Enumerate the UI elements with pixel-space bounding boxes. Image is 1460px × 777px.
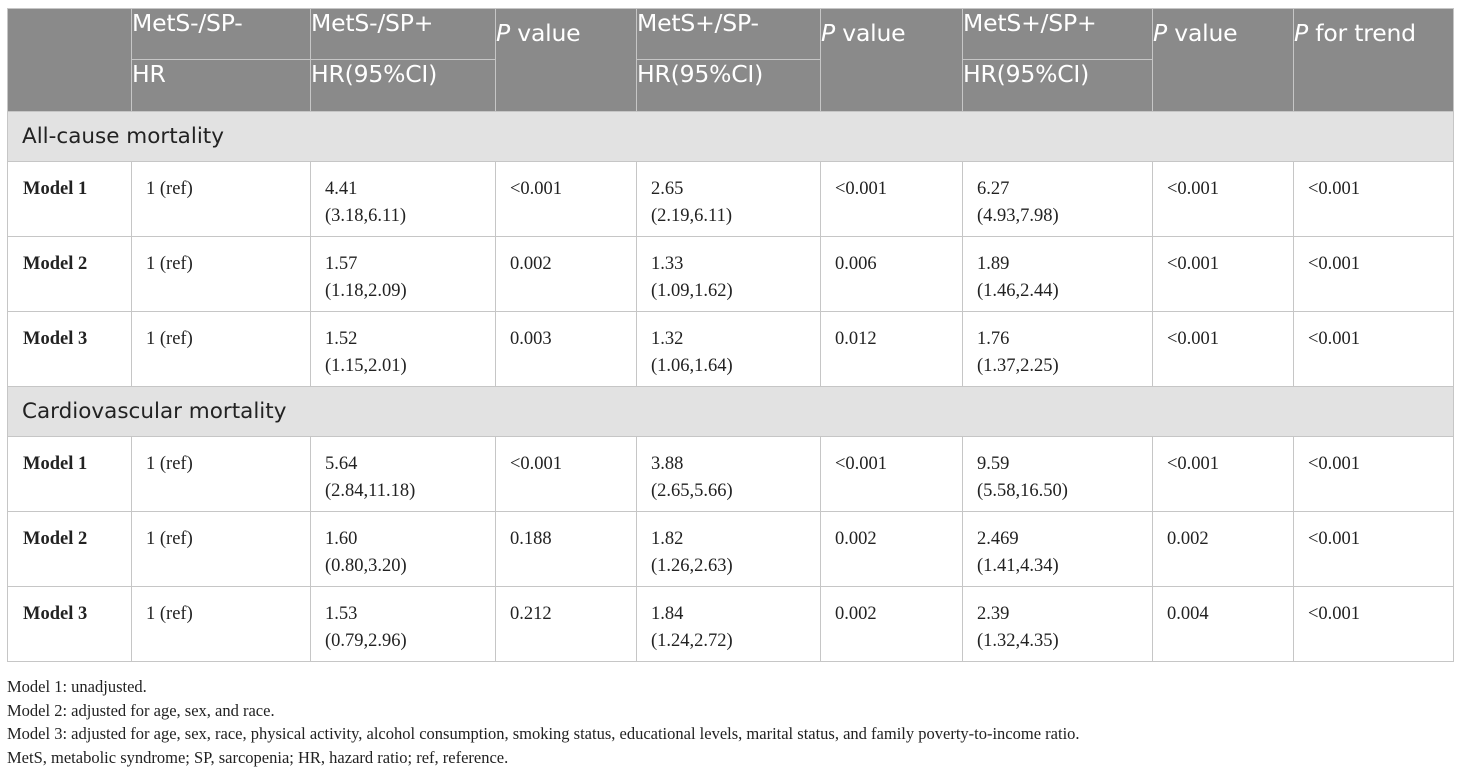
hr-value: 1.82 [651,529,684,549]
p-value-cell [821,237,963,312]
p-value-cell [1153,437,1294,512]
reference-value: 1 (ref) [146,329,193,349]
hr-cell [963,237,1153,312]
reference-value: 1 (ref) [146,529,193,549]
confidence-interval: (1.24,2.72) [651,631,733,651]
hr-cell [963,512,1153,587]
table-body [8,112,1454,662]
hr-value: 1.89 [977,254,1010,274]
hr-value: 2.39 [977,604,1010,624]
footnote: Model 3: adjusted for age, sex, race, physical activity, alcohol consumption, smoking status, educational levels, marital status, and family poverty-to-income ratio. [7,724,1080,743]
p-value-value: <0.001 [510,454,563,474]
confidence-interval: (1.46,2.44) [977,281,1059,301]
p-value-cell [1153,587,1294,662]
p-value-cell [496,162,637,237]
confidence-interval: (0.80,3.20) [325,556,407,576]
p-value-cell [496,237,637,312]
hr-value: 1.60 [325,529,358,549]
p-value-value: 0.002 [510,254,552,274]
p-value-value: <0.001 [835,179,888,199]
p-value-value: 0.212 [510,604,552,624]
p-trend-cell [1294,237,1454,312]
p-value-cell [821,437,963,512]
hr-cell [311,587,496,662]
header-p-value-1: P value [496,9,637,112]
header-mets-neg-sp-neg: MetS-/SP- [132,9,311,60]
hr-cell [637,237,821,312]
p-value-value: 0.004 [1167,604,1209,624]
results-table [7,8,1454,662]
reference-value: 1 (ref) [146,254,193,274]
p-value-cell [496,587,637,662]
hr-value: 3.88 [651,454,684,474]
confidence-interval: (2.65,5.66) [651,481,733,501]
p-value-value: 0.002 [1167,529,1209,549]
confidence-interval: (1.15,2.01) [325,356,407,376]
p-trend-cell [1294,512,1454,587]
p-trend-value: <0.001 [1308,604,1361,624]
confidence-interval: (3.18,6.11) [325,206,407,226]
reference-cell [132,587,311,662]
hr-value: 2.65 [651,179,684,199]
reference-value: 1 (ref) [146,604,193,624]
p-value-value: <0.001 [1167,329,1220,349]
model-value: Model 3 [23,329,88,349]
section-row [8,112,1454,162]
p-value-value: <0.001 [1167,254,1220,274]
hr-value: 6.27 [977,179,1010,199]
confidence-interval: (1.26,2.63) [651,556,733,576]
p-value-cell [1153,512,1294,587]
reference-cell [132,512,311,587]
table-row [8,162,1454,237]
table-row [8,512,1454,587]
model-value: Model 3 [23,604,88,624]
hr-value: 1.33 [651,254,684,274]
hr-value: 1.53 [325,604,358,624]
table-row [8,587,1454,662]
model-cell [8,437,132,512]
p-value-value: <0.001 [510,179,563,199]
p-value-value: 0.006 [835,254,877,274]
table-row [8,312,1454,387]
reference-cell [132,312,311,387]
confidence-interval: (1.41,4.34) [977,556,1059,576]
p-value-cell [1153,237,1294,312]
reference-value: 1 (ref) [146,454,193,474]
section-title: All-cause mortality [8,112,1454,162]
header-blank-cell [8,9,132,112]
confidence-interval: (2.84,11.18) [325,481,416,501]
header-mets-pos-sp-neg: MetS+/SP- [637,9,821,60]
header-hr-ci-label: HR(95%CI) [963,60,1153,112]
p-trend-value: <0.001 [1308,529,1361,549]
hr-cell [963,437,1153,512]
p-trend-value: <0.001 [1308,179,1361,199]
reference-cell [132,237,311,312]
hr-cell [311,437,496,512]
p-value-value: 0.012 [835,329,877,349]
table-header [8,9,1454,112]
model-value: Model 1 [23,454,88,474]
confidence-interval: (1.37,2.25) [977,356,1059,376]
header-hr-ci-label: HR(95%CI) [311,60,496,112]
hr-cell [311,162,496,237]
hr-cell [637,312,821,387]
model-cell [8,587,132,662]
p-value-cell [1153,312,1294,387]
p-value-value: 0.188 [510,529,552,549]
footnote: Model 1: unadjusted. [7,677,147,696]
p-value-value: <0.001 [1167,454,1220,474]
reference-value: 1 (ref) [146,179,193,199]
confidence-interval: (4.93,7.98) [977,206,1059,226]
p-value-cell [821,512,963,587]
hr-cell [311,512,496,587]
p-value-cell [821,162,963,237]
section-row [8,387,1454,437]
header-hr-ci-label: HR(95%CI) [637,60,821,112]
hr-value: 2.469 [977,529,1019,549]
header-hr-label: HR [132,60,311,112]
hr-cell [637,512,821,587]
p-value-value: <0.001 [1167,179,1220,199]
p-trend-cell [1294,162,1454,237]
p-value-cell [821,312,963,387]
hr-value: 1.32 [651,329,684,349]
hr-cell [637,437,821,512]
p-value-value: <0.001 [835,454,888,474]
hr-cell [963,312,1153,387]
hr-value: 1.84 [651,604,684,624]
table-footnotes [7,675,1453,769]
reference-cell [132,437,311,512]
p-value-cell [496,437,637,512]
confidence-interval: (1.06,1.64) [651,356,733,376]
reference-cell [132,162,311,237]
confidence-interval: (1.18,2.09) [325,281,407,301]
header-p-for-trend: P for trend [1294,9,1454,112]
p-value-cell [496,312,637,387]
hr-value: 9.59 [977,454,1010,474]
confidence-interval: (0.79,2.96) [325,631,407,651]
p-trend-value: <0.001 [1308,329,1361,349]
model-cell [8,312,132,387]
header-mets-neg-sp-pos: MetS-/SP+ [311,9,496,60]
hr-cell [311,237,496,312]
model-cell [8,162,132,237]
p-trend-cell [1294,437,1454,512]
header-p-value-3: P value [1153,9,1294,112]
model-cell [8,512,132,587]
confidence-interval: (5.58,16.50) [977,481,1068,501]
p-value-value: 0.002 [835,529,877,549]
hr-value: 1.52 [325,329,358,349]
table-row [8,437,1454,512]
hr-value: 4.41 [325,179,358,199]
hr-cell [637,587,821,662]
hr-cell [963,587,1153,662]
p-trend-cell [1294,312,1454,387]
table-row [8,237,1454,312]
model-value: Model 2 [23,254,88,274]
hr-cell [311,312,496,387]
confidence-interval: (2.19,6.11) [651,206,733,226]
confidence-interval: (1.09,1.62) [651,281,733,301]
section-title: Cardiovascular mortality [8,387,1454,437]
model-cell [8,237,132,312]
header-p-value-2: P value [821,9,963,112]
p-trend-value: <0.001 [1308,254,1361,274]
p-trend-cell [1294,587,1454,662]
model-value: Model 1 [23,179,88,199]
hr-cell [963,162,1153,237]
p-value-cell [821,587,963,662]
hr-value: 1.76 [977,329,1010,349]
p-value-value: 0.003 [510,329,552,349]
confidence-interval: (1.32,4.35) [977,631,1059,651]
p-trend-value: <0.001 [1308,454,1361,474]
hr-cell [637,162,821,237]
hr-value: 1.57 [325,254,358,274]
model-value: Model 2 [23,529,88,549]
p-value-cell [1153,162,1294,237]
p-value-value: 0.002 [835,604,877,624]
p-value-cell [496,512,637,587]
hr-value: 5.64 [325,454,358,474]
header-mets-pos-sp-pos: MetS+/SP+ [963,9,1153,60]
footnote: Model 2: adjusted for age, sex, and race. [7,700,275,720]
footnote: MetS, metabolic syndrome; SP, sarcopenia; HR, hazard ratio; ref, reference. [7,747,509,767]
